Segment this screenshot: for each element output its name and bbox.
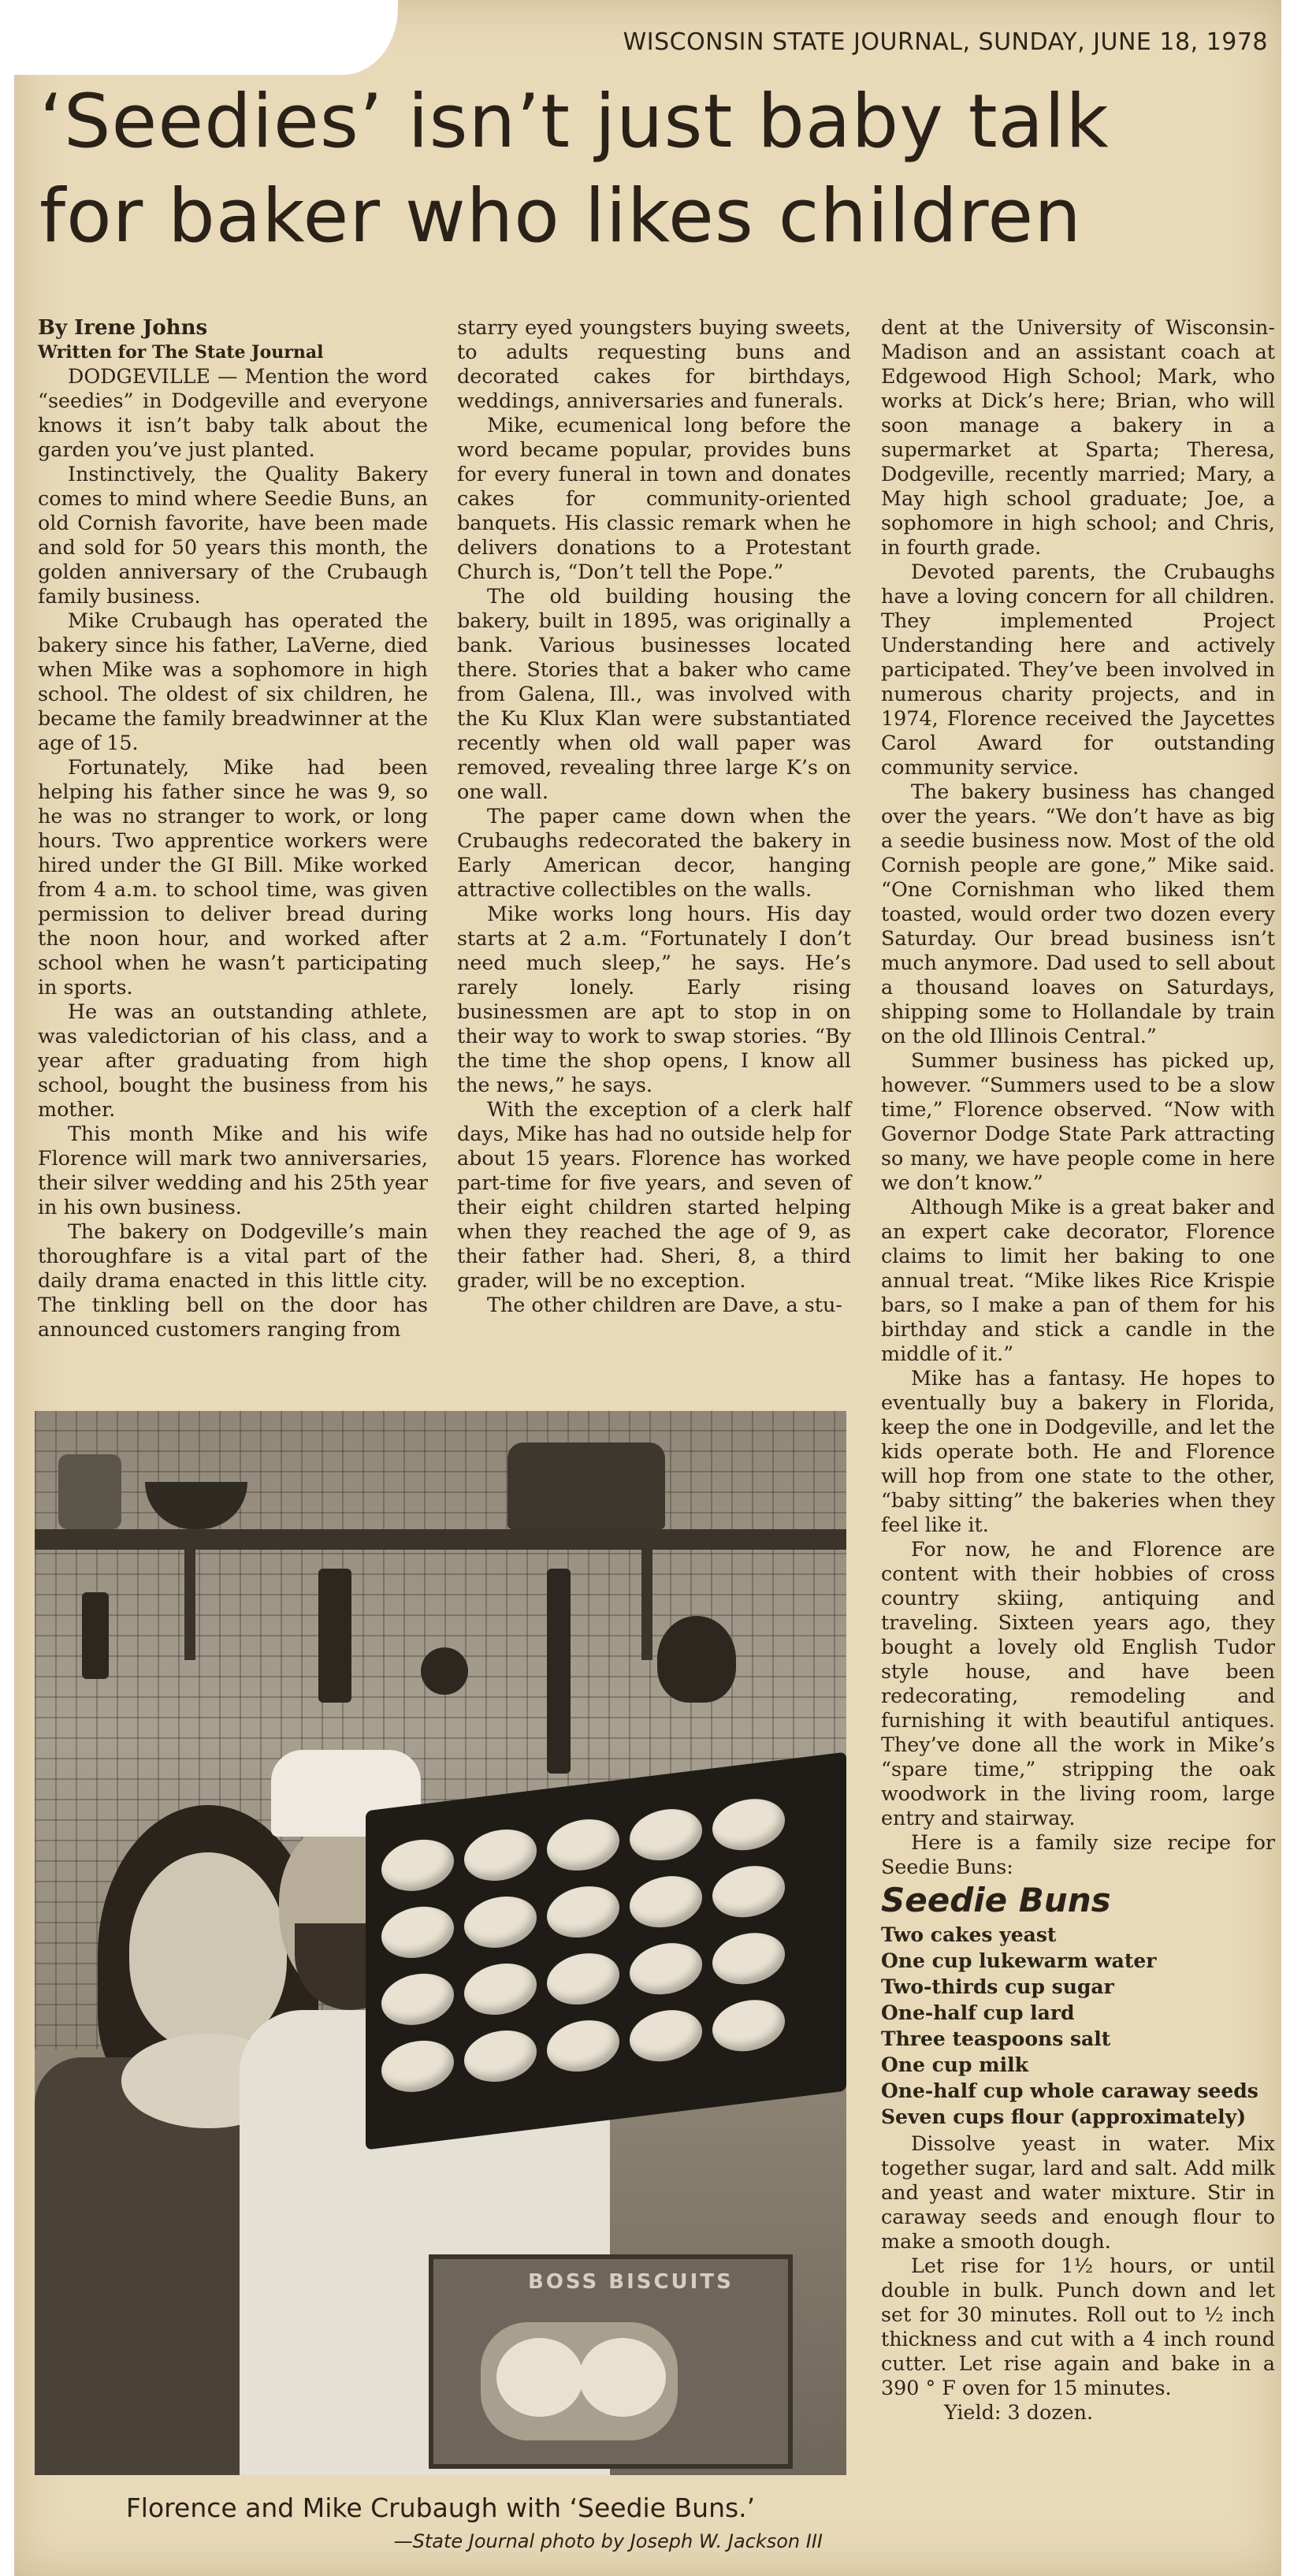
byline-author: By Irene Johns [38,316,208,340]
torn-corner [0,0,398,75]
photo-credit: —State Journal photo by Joseph W. Jackson III [393,2530,823,2552]
bun-icon [712,1929,785,1988]
bun-icon [630,1805,702,1864]
paragraph: He was an outstanding athlete, was valedictorian of his class, and a year after graduating from high school, bought the business from his mother. [38,1000,428,1121]
recipe-step: Dissolve yeast in water. Mix together sugar, lard and salt. Add milk and yeast and water mixture. Stir in caraway seeds and enough flour to make a smooth dough. [881,2131,1275,2253]
photo-caption: Florence and Mike Crubaugh with ‘Seedie Buns.’ [125,2492,756,2523]
shelf-bracket [641,1550,652,1660]
bun-icon [496,2338,583,2417]
bun-icon [712,1795,785,1854]
paragraph: Mike works long hours. His day starts at 2 a.m. “Fortunately I don’t need much sleep,” he says. He’s rarely lonely. Early rising businessmen are apt to stop in on their way to work to swap stories. “By the time the shop opens, I know all the news,” he says. [457,902,851,1096]
bun-icon [630,2006,702,2065]
bun-icon [547,1815,619,1874]
ingredient: One cup milk [881,2053,1028,2076]
biscuit-box [429,2254,793,2469]
woman-face [129,1852,287,2049]
biscuit-box-label: BOSS BISCUITS [528,2270,734,2294]
paragraph: The old building housing the bakery, built in 1895, was originally a bank. Various businesses located there. Stories that a baker who came from Galena, Ill., was involved with the Ku Klux Klan were substantiated recently when old wall paper was removed, revealing three large K’s on one wall. [457,584,851,803]
ingredient: Two-thirds cup sugar [881,1975,1114,1998]
pot-icon [82,1592,109,1679]
article-column-1 [38,315,428,1342]
bun-icon [464,2027,537,2086]
paragraph: dent at the University of Wisconsin-Madison and an assistant coach at Edgewood High School; Mark, who works at Dick’s here; Brian, who will soon manage a bakery in a supermarket at Sparta; Theresa, Dodgeville, recently married; Mary, a May high school graduate; Joe, a sophomore in high school; and Chris, in fourth grade. [881,315,1275,559]
shelf-bracket [184,1550,195,1660]
ingredient: Two cakes yeast [881,1923,1057,1946]
byline-credit: Written for The State Journal [38,342,324,363]
paragraph: The other children are Dave, a stu- [487,1293,842,1316]
bun-icon [381,1970,454,2029]
paragraph: Instinctively, the Quality Bakery comes to mind where Seedie Buns, an old Cornish favorite, have been made and sold for 50 years this month, the golden anniversary of the Crubaugh family business. [38,462,428,608]
bun-icon [464,1893,537,1952]
ingredient: Seven cups flour (approximately) [881,2105,1247,2128]
bun-icon [464,1826,537,1885]
headline-line-2: for baker who likes children [39,173,1082,259]
bun-icon [579,2338,666,2417]
scoop-icon [657,1616,736,1703]
ingredient: One-half cup whole caraway seeds [881,2079,1258,2102]
photo-crubaughs-with-buns [35,1411,846,2475]
paragraph: For now, he and Florence are content with their hobbies of cross country skiing, antiquing and traveling. Sixteen years ago, they bought a lovely old English Tudor style house, and have been redecorating, remodeling and furnishing it with beautiful antiques. They’ve done all the work in Mike’s “spare time,” stripping the oak woodwork in the living room, large entry and stairway. [881,1537,1275,1830]
bun-icon [630,1939,702,1998]
paragraph: Although Mike is a great baker and an expert cake decorator, Florence claims to limit her baking to one annual treat. “Mike likes Rice Krispie bars, so I make a pan of them for his birthday and stick a candle in the middle of it.” [881,1195,1275,1365]
rolling-pin-icon [318,1569,351,1703]
headline [39,75,1284,264]
bun-icon [381,1836,454,1895]
paragraph: With the exception of a clerk half days, Mike has had no outside help for about 15 years. Florence has worked part-time for five years, and seven of their eight children started helping when they reached the age of 9, as their father had. Sheri, 8, a third grader, will be no exception. [457,1097,851,1292]
crock-icon [58,1454,121,1529]
paragraph: Mike Crubaugh has operated the bakery since his father, LaVerne, died when Mike was a sophomore in high school. The oldest of six children, he became the family breadwinner at the age of 15. [38,609,428,754]
jar-icon [507,1442,665,1529]
paragraph: Here is a family size recipe for Seedie Buns: [881,1830,1275,1878]
bun-icon [547,1949,619,2008]
bun-icon [547,2016,619,2075]
paragraph: Summer business has picked up, however. “Summers used to be a slow time,” Florence observed. “Now with Governor Dodge State Park attracting so many, we have people come in here we don’t know.” [881,1048,1275,1194]
bun-icon [630,1872,702,1931]
recipe-step: Let rise for 1½ hours, or until double in bulk. Punch down and let set for 30 minutes. Roll out to ½ inch thickness and cut with a 4 inch round cutter. Let rise again and bake in a 390 ° F oven for 15 minutes. [881,2254,1275,2399]
bun-icon [464,1960,537,2019]
bun-icon [547,1882,619,1941]
paragraph: Mike, ecumenical long before the word became popular, provides buns for every funeral in town and donates cakes for community-oriented banquets. His classic remark when he delivers donations to a Protestant Church is, “Don’t tell the Pope.” [457,413,851,583]
bun-icon [712,1862,785,1921]
running-head: WISCONSIN STATE JOURNAL, SUNDAY, JUNE 18, 1978 [623,28,1268,56]
spatula-icon [547,1569,571,1774]
bun-icon [381,1903,454,1962]
paragraph: Mike has a fantasy. He hopes to eventually buy a bakery in Florida, keep the one in Dodgeville, and let the kids operate both. He and Florence will hop from one state to the other, “baby sitting” the bakeries when they feel like it. [881,1366,1275,1536]
paragraph: This month Mike and his wife Florence will mark two anniversaries, their silver wedding and his 25th year in his own business. [38,1122,428,1219]
paragraph: DODGEVILLE — Mention the word “seedies” in Dodgeville and everyone knows it isn’t baby talk about the garden you’ve just planted. [38,364,428,461]
bun-icon [712,1996,785,2055]
ingredient: One-half cup lard [881,2001,1075,2024]
paragraph: The bakery on Dodgeville’s main thoroughfare is a vital part of the daily drama enacted in this little city. The tinkling bell on the door has announced customers ranging from [38,1219,428,1341]
article-column-3 [881,315,1275,2425]
ingredient: One cup lukewarm water [881,1949,1157,1972]
recipe-yield: Yield: 3 dozen. [944,2400,1094,2424]
paragraph: The paper came down when the Crubaughs redecorated the bakery in Early American decor, hanging attractive collectibles on the walls. [457,804,851,901]
headline-line-1: ‘Seedies’ isn’t just baby talk [39,79,1110,165]
ladle-icon [421,1647,468,1695]
ingredient: Three teaspoons salt [881,2027,1111,2050]
bun-icon [381,2037,454,2096]
ingredient-list [881,1922,1275,2130]
baking-tray [366,1752,846,2150]
paragraph: Fortunately, Mike had been helping his father since he was 9, so he was no stranger to work, or long hours. Two apprentice workers were hired under the GI Bill. Mike worked from 4 a.m. to school time, was given permission to deliver bread during the noon hour, and worked after school when he wasn’t participating in sports. [38,755,428,999]
recipe-title: Seedie Buns [881,1881,1111,1919]
paragraph: Devoted parents, the Crubaughs have a loving concern for all children. They implemented Project Understanding here and actively participated. They’ve been involved in numerous charity projects, and in 1974, Florence received the Jaycettes Carol Award for outstanding community service. [881,560,1275,779]
article-column-2 [457,315,851,1317]
shelf [35,1529,846,1550]
paragraph: The bakery business has changed over the years. “We don’t have as big a seedie business now. Most of the old Cornish people are gone,” Mike said. “One Cornishman who liked them toasted, would order two dozen every Saturday. Our bread business isn’t much anymore. Dad used to sell about a thousand loaves on Saturdays, shipping some to Hollandale by train on the old Illinois Central.” [881,780,1275,1048]
paragraph: starry eyed youngsters buying sweets, to adults requesting buns and decorated cakes for birthdays, weddings, anniversaries and funerals. [457,315,851,412]
